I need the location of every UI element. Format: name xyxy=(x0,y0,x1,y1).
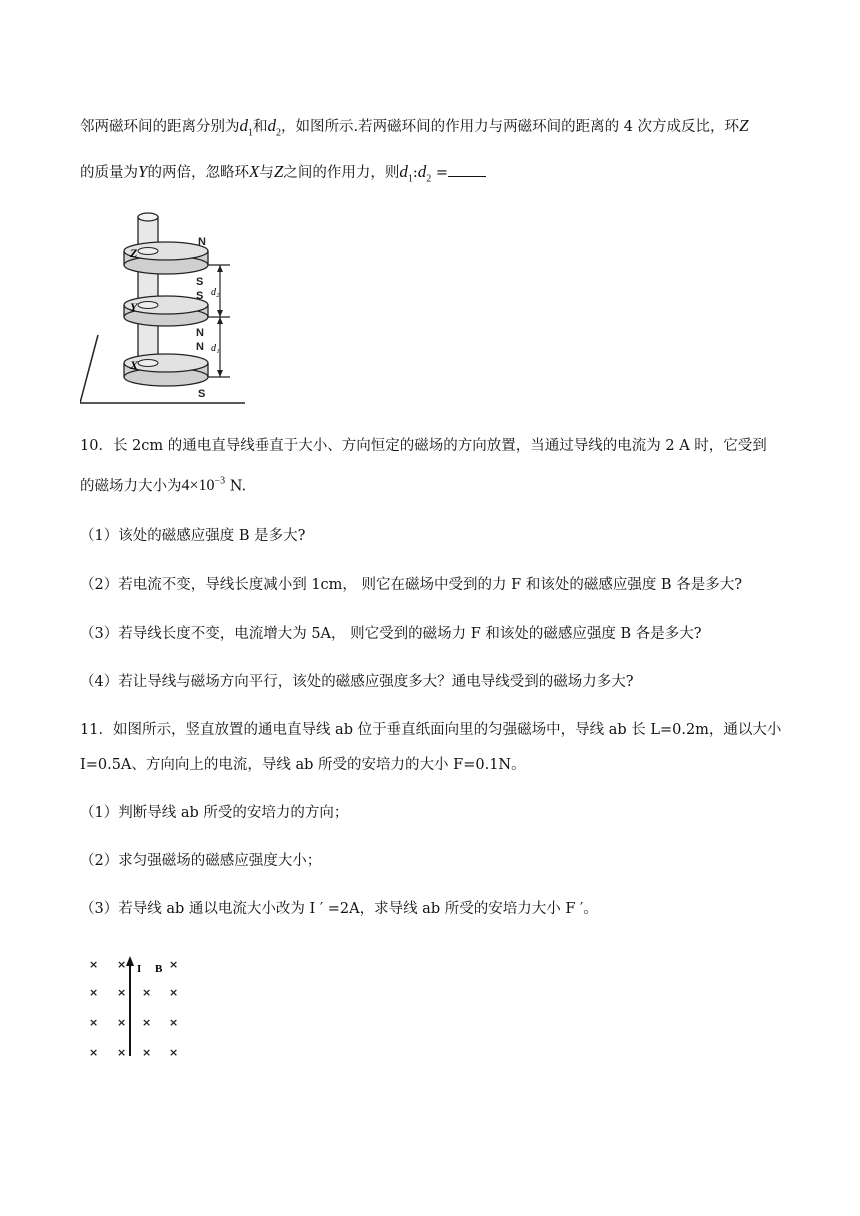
x-symbol: X xyxy=(248,162,260,181)
q11-line-2: I=0.5A、方向向上的电流，导线 ab 所受的安培力的大小 F=0.1N。 xyxy=(80,757,526,773)
z-symbol: Z xyxy=(739,116,749,135)
field-cross: × xyxy=(169,986,179,999)
ratio-colon: : xyxy=(412,165,418,181)
d1-symbol: $d_1$ xyxy=(239,116,253,139)
force-value: $4\times 10^{-3}$ xyxy=(181,476,226,495)
ring-label-x: X xyxy=(130,358,139,372)
d2-symbol: $d_2$ xyxy=(417,162,432,185)
field-cross: × xyxy=(169,1046,179,1059)
pole-label: S xyxy=(198,388,206,400)
field-cross: × xyxy=(89,958,99,971)
q10-text: 的磁场力大小为 xyxy=(80,478,182,495)
pole-label: S xyxy=(196,290,204,302)
field-label: B xyxy=(155,963,163,975)
field-cross: × xyxy=(169,1016,179,1029)
current-arrow xyxy=(126,956,134,966)
force-unit: N. xyxy=(225,478,247,495)
z-symbol: Z xyxy=(273,162,284,181)
q10-sub-2: （2）若电流不变，导线长度减小到 1cm， 则它在磁场中受到的力 F 和该处的磁感应强度 B 各是多大? xyxy=(80,577,742,593)
field-cross: × xyxy=(117,1046,127,1059)
field-cross: × xyxy=(169,958,179,971)
q10-line-2 xyxy=(80,472,246,496)
pole-label: N xyxy=(196,327,204,339)
field-cross: × xyxy=(117,1016,127,1029)
q9-text: ，如图所示.若两磁环间的作用力与两磁环间的距离的 4 次方成反比，环 xyxy=(281,119,740,135)
ring-label-z: Z xyxy=(130,246,138,260)
field-cross: × xyxy=(117,958,127,971)
q9-text: 邻两磁环间的距离分别为 xyxy=(80,119,240,135)
q11-line-1: 11．如图所示，竖直放置的通电直导线 ab 位于垂直纸面向里的匀强磁场中，导线 ab 长 L=0.2m，通以大小 xyxy=(80,722,782,738)
y-symbol: Y xyxy=(138,162,148,181)
pole-label: N xyxy=(198,236,206,248)
field-cross: × xyxy=(142,1046,152,1059)
q9-text: 与 xyxy=(259,165,274,181)
q10-line-1: 10．长 2cm 的通电直导线垂直于大小、方向恒定的磁场的方向放置，当通过导线的电流为 2 A 时，它受到 xyxy=(80,438,767,454)
field-cross: × xyxy=(89,986,99,999)
field-cross: × xyxy=(142,986,152,999)
q11-sub-3: （3）若导线 ab 通以电流大小改为 I ′ =2A，求导线 ab 所受的安培力大小 F ′。 xyxy=(80,901,598,917)
magnetic-field-figure xyxy=(85,950,195,1065)
pole-label: N xyxy=(196,341,204,353)
q9-text: 的两倍，忽略环 xyxy=(147,165,249,181)
q9-line-2 xyxy=(80,162,486,189)
q10-sub-3: （3）若导线长度不变，电流增大为 5A， 则它受到的磁场力 F 和该处的磁感应强度 B 各是多大? xyxy=(80,626,702,642)
q10-sub-1: （1）该处的磁感应强度 B 是多大? xyxy=(80,528,306,544)
q11-sub-1: （1）判断导线 ab 所受的安培力的方向； xyxy=(80,805,349,821)
q9-text: 和 xyxy=(253,119,268,135)
ring-label-y: Y xyxy=(130,300,138,314)
field-cross: × xyxy=(117,986,127,999)
field-cross: × xyxy=(142,1016,152,1029)
field-cross: × xyxy=(89,1016,99,1029)
d1-symbol: $d_1$ xyxy=(399,162,413,185)
q10-sub-4: （4）若让导线与磁场方向平行，该处的磁感应强度多大？通电导线受到的磁场力多大? xyxy=(80,674,634,690)
q11-sub-2: （2）求匀强磁场的磁感应强度大小； xyxy=(80,853,322,869)
dist-label-d1: d₁ xyxy=(211,343,220,354)
q9-line-1 xyxy=(80,116,749,143)
field-cross: × xyxy=(89,1046,99,1059)
dist-label-d2: d₂ xyxy=(211,287,220,298)
pole-label: S xyxy=(196,276,204,288)
q9-text: 之间的作用力，则 xyxy=(283,165,400,181)
q9-text: 的质量为 xyxy=(80,165,138,181)
equals-sign: = xyxy=(435,165,448,181)
answer-blank xyxy=(448,162,486,177)
current-label: I xyxy=(137,963,142,975)
d2-symbol: $d_2$ xyxy=(267,116,281,139)
magnetic-rings-figure xyxy=(80,205,260,410)
